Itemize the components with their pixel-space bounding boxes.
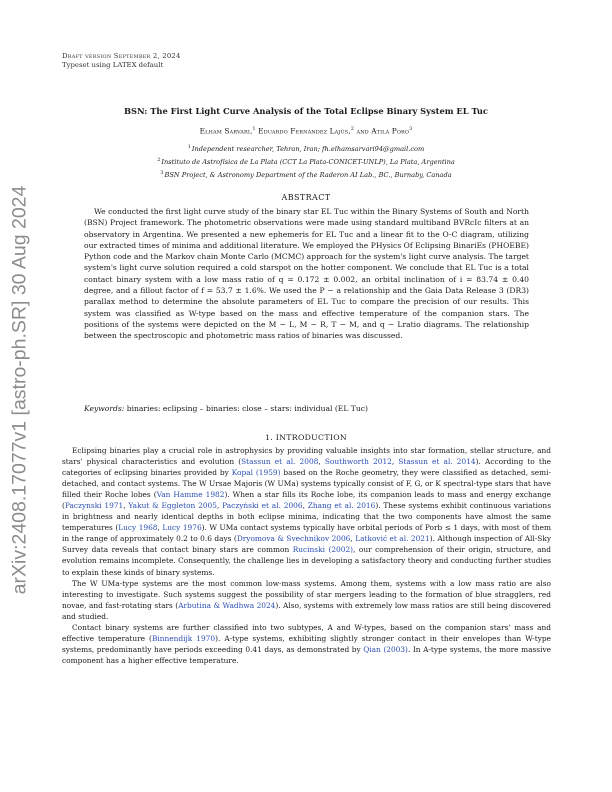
citation-link[interactable]: Lucy 1968 — [118, 523, 158, 533]
paragraph-text: ). When a star fills its Roche lobe, its companion leads to mass and energy exchange ( — [62, 490, 551, 511]
paragraph-text: . In A-type systems, the more massive component has a higher effective temperature. — [62, 644, 551, 665]
paragraph-text: ). These systems exhibit continuous variations in brightness and nearly identical depths in both eclipse minima, indicating that the two components have almost the same temperatures ( — [62, 501, 551, 533]
affiliation-3: $^3$BSN Project, & Astronomy Department of the Raderon AI Lab., BC., Burnaby, Canada — [160, 169, 452, 179]
citation-link[interactable]: Latković et al. 2021 — [355, 534, 430, 544]
citation-link[interactable]: Kopal (1959) — [231, 468, 281, 478]
paragraph — [62, 578, 551, 622]
citation-link[interactable]: Paczyński et al. 2006 — [222, 501, 303, 511]
arxiv-id-text[interactable]: arXiv:2408.17077v1 [astro-ph.SR] 30 Aug 2024 — [8, 185, 31, 595]
author-3: and Atila Poro — [356, 126, 410, 136]
paragraph-text: Eclipsing binaries play a crucial role in astrophysics by providing valuable insights into star formation, stellar structure, and stars' physical characteristics and evolution ( — [62, 446, 551, 467]
abstract-text: We conducted the first light curve study of the binary star EL Tuc within the Binary Systems of South and North (BSN) Project framework. The photometric observations were made using standard multiband BVRcIc filters at an observatory in Argentina. We presented a new ephemeris for EL Tuc and a linear fit to the O-C diagram, utilizing our extracted times of minima and additional literature. We employed the PHysics Of Eclipsing BinariEs (PHOEBE) Python code and the Markov chain Monte Carlo (MCMC) approach for the system's light curve analysis. The target system's light curve solution required a cold starspot on the hotter component. We conclude that EL Tuc is a total contact binary system with a low mass ratio of q = 0.172 ± 0.002, an orbital inclination of i = 83.74 ± 0.40 degree, and a fillout factor of f = 53.7 ± 1.6%. We used the P − a relationship and the Gaia Data Release 3 (DR3) parallax method to determine the absolute parameters of EL Tuc to compare the precision of our results. This system was classified as W-type based on the mass and effective temperature of the companion stars. The positions of the systems were depicted on the M − L, M − R, T − M, and q − Lratio diagrams. The relationship between the spectroscopic and photometric mass ratios of binaries was discussed. — [84, 207, 529, 341]
author-1: Elham Sarvari, — [199, 126, 253, 136]
paragraph-text: ). Also, systems with extremely low mass ratios are still being discovered and studied. — [62, 600, 551, 621]
citation-link[interactable]: Dryomova & Svechnikov 2006 — [236, 534, 351, 544]
citation-link[interactable]: Stassun et al. 2014 — [398, 457, 476, 467]
author-list — [60, 126, 552, 135]
affiliation-2: $^2$Instituto de Astrofísica de La Plata (CCT La Plata-CONICET-UNLP), La Plata, Argentina — [157, 156, 455, 166]
paragraph-text: ). According to the categories of eclipsing binaries provided by — [62, 457, 551, 478]
citation-link[interactable]: Southworth 2012 — [324, 457, 392, 467]
paragraph-text: Contact binary systems are further classified into two subtypes, A and W-types, based on the companion stars' mass and effective temperature ( — [62, 622, 551, 643]
author-3-sup: 3 — [409, 126, 413, 132]
abstract-heading: ABSTRACT — [281, 193, 331, 202]
citation-link[interactable]: Arbutina & Wadhwa 2024 — [178, 600, 276, 610]
section-heading-introduction: 1. INTRODUCTION — [264, 433, 348, 442]
paragraph-text: , our comprehension of their origin, structure, and evolution remains incomplete. Consequently, the challenge lies in developing a satisfactory theory and conducting further studies to explain these kinds of binary systems. — [62, 545, 551, 577]
typeset-note: Typeset using LATEX default — [62, 61, 164, 70]
citation-link[interactable]: Lucy 1976 — [162, 523, 202, 533]
affiliations — [60, 142, 552, 180]
paragraph-text: ). A-type systems, exhibiting slightly stronger contact in their envelopes than W-type systems, predominantly have periods exceeding 0.41 days, as demonstrated by — [62, 633, 551, 654]
paragraph-text: ). W UMa contact systems typically have orbital periods of Porb ≤ 1 days, with most of them in the range of approximately 0.2 to 0.6 days ( — [62, 523, 552, 544]
arxiv-identifier-stamp[interactable] — [2, 170, 38, 610]
introduction-body — [62, 445, 551, 666]
paragraph — [62, 622, 551, 666]
citation-link[interactable]: Stassun et al. 2008 — [241, 457, 319, 467]
keywords-text: binaries: eclipsing – binaries: close – stars: individual (EL Tuc) — [126, 404, 368, 413]
paragraph-text: ). Although inspection of All-Sky Survey data reveals that contact binary stars are common — [62, 534, 551, 555]
paragraph-text: based on the Roche geometry, they were classified as detached, semi-detached, and contact systems. The W Ursae Majoris (W UMa) systems typically consist of F, G, or K spectral-type stars that have filled their Roche lobes ( — [62, 468, 551, 500]
paragraph-text: , — [216, 501, 223, 511]
paragraph-text: , — [302, 501, 308, 511]
paragraph — [62, 445, 551, 578]
citation-link[interactable]: Paczynski 1971 — [64, 501, 124, 511]
paper-title: BSN: The First Light Curve Analysis of the Total Eclipse Binary System EL Tuc — [124, 106, 488, 116]
citation-link[interactable]: Yakut & Eggleton 2005 — [128, 501, 217, 511]
author-2: Eduardo Fernández Lajús, — [258, 126, 351, 136]
citation-link[interactable]: Zhang et al. 2016 — [307, 501, 376, 511]
draft-header — [62, 52, 181, 71]
paragraph-text: , — [123, 501, 129, 511]
keywords-label: Keywords: — [84, 404, 125, 413]
affiliation-1: $^1$Independent researcher, Tehran, Iran; fh.elhamsarvari94@gmail.com — [187, 144, 425, 154]
citation-link[interactable]: Qian (2003) — [363, 644, 408, 654]
keywords — [84, 404, 529, 413]
author-2-sup: 2 — [350, 126, 355, 132]
draft-version: Draft version September 2, 2024 — [62, 52, 181, 60]
author-1-sup: 1 — [252, 126, 256, 132]
paragraph-text: The W UMa-type systems are the most common low-mass systems. Among them, systems with a low mass ratio are also interesting to investigate. Such systems suggest the possibility of star mergers leading to the formation of blue stragglers, red novae, and fast-rotating stars ( — [62, 578, 551, 610]
paragraph-text: , — [391, 457, 399, 467]
citation-link[interactable]: Van Hamme 1982 — [156, 490, 225, 500]
paragraph-text: , — [350, 534, 356, 544]
paragraph-text: , — [318, 457, 325, 467]
citation-link[interactable]: Rucinski (2002) — [292, 545, 354, 555]
paragraph-text: , — [157, 523, 163, 533]
citation-link[interactable]: Binnendijk 1970 — [151, 633, 216, 643]
